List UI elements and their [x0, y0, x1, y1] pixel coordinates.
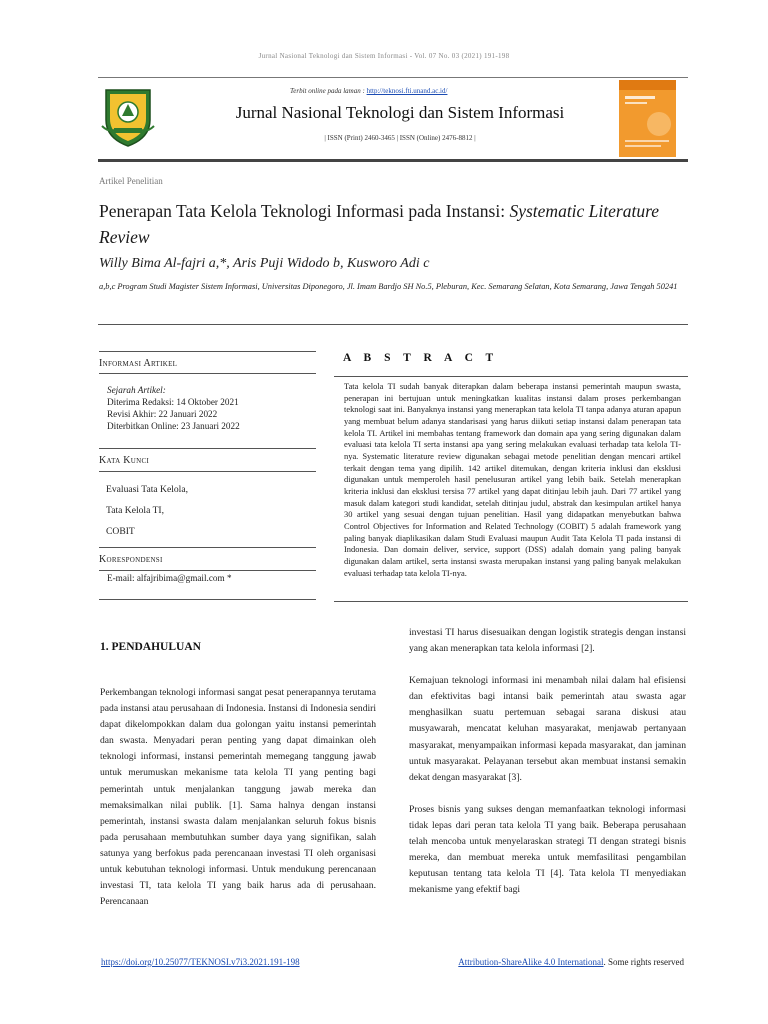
history-label: Sejarah Artikel:	[107, 385, 166, 395]
info-bottom-rule	[99, 373, 316, 374]
intro-paragraph: Kemajuan teknologi informasi ini menambah nilai dalam hal efisiensi dan efektivitas bagi intansi baik pemerintah atau swasta agar menghasilkan suatu pertemuan sebagai sarana diskusi atau musyawarah, mencatat keluhan masyarakat, menjawab pertanyaan masyarakat, menyampaikan informasi kepada masyarakat, dan jaminan untuk masyarakat. Pelayanan tersebut akan membuat instansi semakin dekat dengan masyarakat [3].	[409, 675, 686, 783]
intro-paragraph: investasi TI harus disesuaikan dengan logistik strategis dengan instansi yang akan menerapkan tata kelola informasi [2].	[409, 627, 686, 655]
corr-end-rule	[99, 599, 316, 600]
intro-paragraph: Perkembangan teknologi informasi sangat pesat penerapannya terutama pada instansi atau perusahaan di Indonesia. Instansi di Indonesia sendiri dapat dikelompokkan dalam dua golongan yaitu instansi pemerintah dan swasta. Menyadari peran penting yang dapat dimainkan oleh teknologi informasi, instansi pemerintah memegang tanggung jawab untuk merumuskan mekanisme tata kelola TI yang penting bagi pemerintah untuk menjalankan tanggung jawab mereka dan memaksimalkan nilai publik. [1]. Sama halnya dengan instansi pemerintah, instansi swasta dalam menjalankan seluruh fokus bisnis pada perusahaan membutuhkan sumber daya yang signifikan, salah satunya yang berfokus pada perencanaan investasi TI oleh organisasi untuk kebutuhan teknologi informasi. Untuk mendukung perencanaan investasi TI, tata kelola TI yang baik harus ada di perusahaan. Perencanaan	[100, 687, 377, 908]
intro-right-column	[409, 625, 686, 914]
corr-top-rule	[99, 547, 316, 548]
keywords-top-rule	[99, 448, 316, 449]
revised-date: Revisi Akhir: 22 Januari 2022	[107, 409, 218, 419]
license-suffix: . Some rights reserved	[603, 957, 684, 967]
keywords-bottom-rule	[99, 471, 316, 472]
running-head: Jurnal Nasional Teknologi dan Sistem Informasi - Vol. 07 No. 03 (2021) 191-198	[258, 52, 510, 60]
university-logo-icon	[100, 86, 156, 148]
published-date: Diterbitkan Online: 23 Januari 2022	[107, 421, 240, 431]
section-heading-intro: 1. PENDAHULUAN	[100, 641, 201, 653]
keyword-item: Evaluasi Tata Kelola,	[106, 484, 189, 495]
middle-rule	[98, 324, 688, 325]
online-prefix: Terbit online pada laman :	[290, 87, 367, 95]
license-link[interactable]: Attribution-ShareAlike 4.0 International	[458, 957, 604, 967]
abstract-text: Tata kelola TI sudah banyak diterapkan dalam beberapa instansi pemerintah maupun swasta, penerapan ini bertujuan untuk meningkatkan kualitas instansi dalam proses perkembangan teknologi saat ini. Banyaknya instansi yang menerapkan tata kelola TI tanpa adanya aturan apapun yang membuat belum adanya standarisasi yang harus diikuti setiap instansi dalam penerapan tata kelola TI. Artikel ini membahas tentang framework dan domain apa yang sering digunakan dalam evaluasi tata kelola TI serta instansi apa yang sering melakukan evaluasi terhadap tata kelola TI-nya. Systematic literature review digunakan sebagai metode penelitian dengan mencari artikel terkait dengan tema yang dipilih. 142 artikel ditemukan, dengan kriteria inklusi dan eksklusi digunakan untuk memperoleh hasil penelusuran artikel yang lebih baik. Setelah menerapkan kriteria inklusi dan eksklusi tersisa 77 artikel yang dapat ditinjau lebih jauh. Dari 77 artikel yang masuk dalam kategori studi kandidat, setelah ditinjau judul, abstrak dan kesimpulan artikel hanya 30 artikel yang sesuai dengan tujuan penelitian. Hasil yang didapatkan menyebutkan bahwa Control Objectives for Information and Related Technology (COBIT) 5 adalah framework yang paling banyak diaplikasikan dalam Studi Evaluasi maupun Audit Tata Kelola TI pada instansi di Indonesia. Dan domain deliver, service, support (DSS) adalah domain yang paling banyak digunakan dalam artikel, serta instansi swasta merupakan instansi yang paling banyak melakukan evaluasi terhadap tata kelola TI-nya.	[344, 381, 681, 578]
correspondence-email[interactable]: E-mail: alfajribima@gmail.com *	[107, 573, 232, 583]
title-main: Penerapan Tata Kelola Teknologi Informasi pada Instansi:	[99, 201, 510, 221]
received-date: Diterima Redaksi: 14 Oktober 2021	[107, 397, 239, 407]
journal-online-line	[290, 87, 447, 95]
top-rule	[98, 77, 688, 78]
info-top-rule	[99, 351, 316, 352]
authors: Willy Bima Al-fajri a,*, Aris Puji Widodo b, Kusworo Adi c	[99, 256, 430, 271]
article-type: Artikel Penelitian	[99, 176, 163, 186]
keywords-heading: Kata Kunci	[99, 455, 150, 466]
keyword-item: Tata Kelola TI,	[106, 505, 165, 516]
affiliation: a,b,c Program Studi Magister Sistem Informasi, Universitas Diponegoro, Jl. Imam Bardjo SH No.5, Pleburan, Kec. Semarang Selatan, Kota Semarang, Jawa Tengah 50241	[99, 282, 678, 291]
keyword-item: COBIT	[106, 526, 135, 537]
abstract-heading: A B S T R A C T	[343, 352, 499, 364]
header-rule	[98, 159, 688, 162]
doi-link[interactable]: https://doi.org/10.25077/TEKNOSI.v7i3.2021.191-198	[101, 957, 300, 967]
correspondence-heading: Korespondensi	[99, 554, 163, 565]
corr-bottom-rule	[99, 570, 316, 571]
intro-paragraph: Proses bisnis yang sukses dengan memanfaatkan teknologi informasi tidak lepas dari peran tata kelola TI yang baik. Beberapa perusahaan telah mencoba untuk menyelaraskan strategi TI dengan strategi bisnis mereka, dan membuat mereka untuk memfasilitasi pengambilan keputusan tentang tata kelola TI [4]. Tata kelola TI menyediakan mekanisme yang efektif bagi	[409, 803, 686, 896]
info-heading: Informasi Artikel	[99, 358, 178, 369]
paper-title	[99, 198, 691, 250]
intro-left-column	[100, 685, 376, 926]
journal-url-link[interactable]: http://teknosi.fti.unand.ac.id/	[366, 87, 448, 95]
journal-cover-image	[619, 80, 676, 157]
license-line	[458, 957, 684, 967]
journal-title: Jurnal Nasional Teknologi dan Sistem Informasi	[235, 103, 565, 122]
title-italic: Systematic Literature Review	[99, 201, 660, 247]
issn-line: | ISSN (Print) 2460-3465 | ISSN (Online) 2476-8812 |	[324, 134, 476, 142]
